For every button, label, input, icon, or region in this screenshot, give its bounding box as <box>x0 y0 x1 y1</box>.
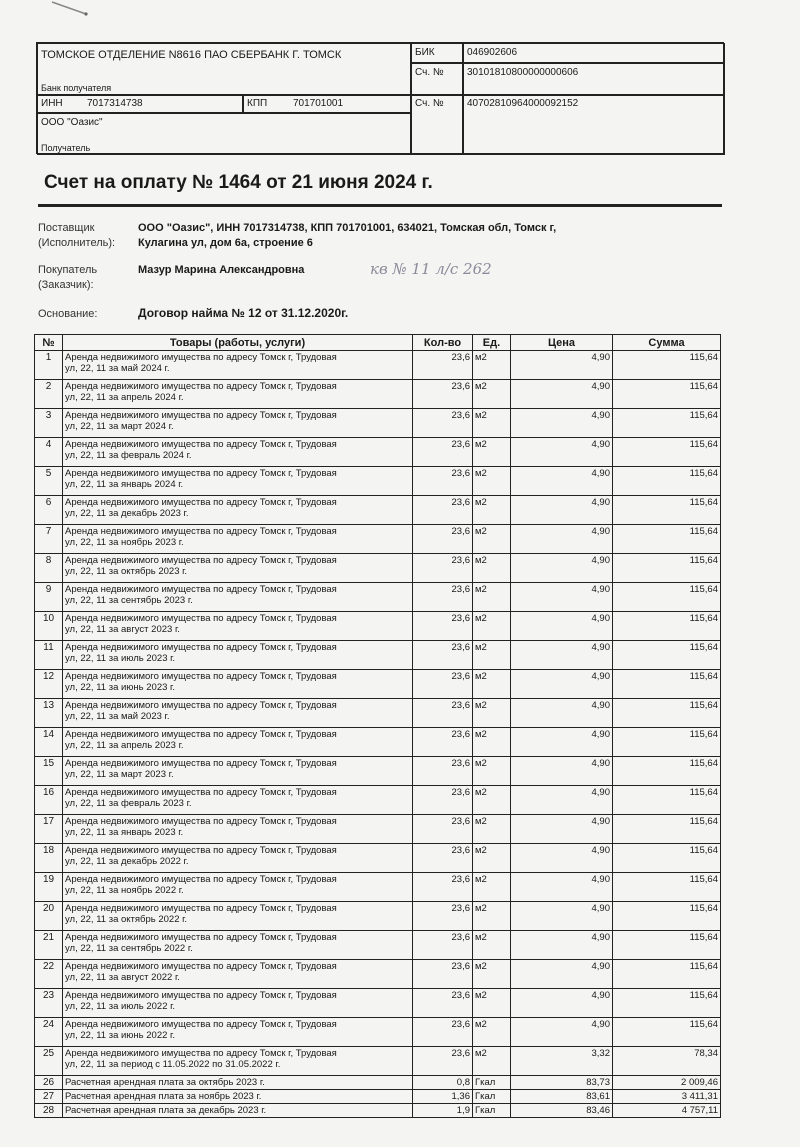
row-quantity: 23,6 <box>413 902 473 931</box>
row-quantity: 23,6 <box>413 351 473 380</box>
bik-value: 046902606 <box>467 47 518 58</box>
table-row <box>35 438 721 467</box>
row-sum: 115,64 <box>613 670 721 699</box>
row-sum: 115,64 <box>613 583 721 612</box>
row-unit: м2 <box>473 670 511 699</box>
row-quantity: 23,6 <box>413 757 473 786</box>
buyer-label-line2: (Заказчик): <box>38 279 94 291</box>
row-price: 4,90 <box>511 554 613 583</box>
row-unit: м2 <box>473 583 511 612</box>
row-description <box>63 989 413 1018</box>
row-number: 24 <box>35 1018 63 1047</box>
row-unit: м2 <box>473 409 511 438</box>
row-description <box>63 438 413 467</box>
row-description-line2: ул, 22, 11 за май 2024 г. <box>65 363 170 374</box>
row-description <box>63 1047 413 1076</box>
row-description <box>63 786 413 815</box>
row-quantity: 23,6 <box>413 699 473 728</box>
row-number: 18 <box>35 844 63 873</box>
row-quantity: 23,6 <box>413 960 473 989</box>
row-number: 10 <box>35 612 63 641</box>
row-number: 28 <box>35 1104 63 1118</box>
row-price: 4,90 <box>511 902 613 931</box>
row-unit: м2 <box>473 931 511 960</box>
table-row <box>35 1104 721 1118</box>
corr-account-label: Сч. № <box>415 67 444 78</box>
account-label: Сч. № <box>415 98 444 109</box>
row-description-line2: ул, 22, 11 за февраль 2023 г. <box>65 798 192 809</box>
row-quantity: 23,6 <box>413 496 473 525</box>
row-unit: м2 <box>473 728 511 757</box>
row-description <box>63 815 413 844</box>
row-unit: Гкал <box>473 1104 511 1118</box>
basis-value: Договор найма № 12 от 31.12.2020г. <box>138 306 349 320</box>
basis-row <box>38 308 97 320</box>
table-row <box>35 1047 721 1076</box>
row-description-line1: Аренда недвижимого имущества по адресу Томск г, Трудовая <box>65 787 337 798</box>
buyer-label-line1: Покупатель <box>38 264 98 276</box>
row-description <box>63 728 413 757</box>
table-row <box>35 612 721 641</box>
row-sum: 115,64 <box>613 612 721 641</box>
row-quantity: 23,6 <box>413 380 473 409</box>
inn-label: ИНН <box>41 98 63 109</box>
row-description-line1: Аренда недвижимого имущества по адресу Томск г, Трудовая <box>65 613 337 624</box>
row-sum: 115,64 <box>613 409 721 438</box>
row-description-line1: Аренда недвижимого имущества по адресу Томск г, Трудовая <box>65 381 337 392</box>
row-number: 26 <box>35 1076 63 1090</box>
row-quantity: 23,6 <box>413 728 473 757</box>
row-description-line2: ул, 22, 11 за январь 2024 г. <box>65 479 184 490</box>
table-row <box>35 960 721 989</box>
row-description: Расчетная арендная плата за декабрь 2023 г. <box>63 1104 413 1118</box>
row-description-line2: ул, 22, 11 за сентябрь 2022 г. <box>65 943 193 954</box>
supplier-label <box>38 222 115 249</box>
supplier-value-line2: Кулагина ул, дом 6а, строение 6 <box>138 237 313 249</box>
row-unit: м2 <box>473 1047 511 1076</box>
row-price: 4,90 <box>511 380 613 409</box>
row-price: 4,90 <box>511 1018 613 1047</box>
row-description <box>63 641 413 670</box>
row-unit: м2 <box>473 699 511 728</box>
row-description: Расчетная арендная плата за ноябрь 2023 г. <box>63 1090 413 1104</box>
row-number: 5 <box>35 467 63 496</box>
row-sum: 4 757,11 <box>613 1104 721 1118</box>
row-price: 4,90 <box>511 409 613 438</box>
table-row <box>35 989 721 1018</box>
row-unit: м2 <box>473 467 511 496</box>
row-description-line1: Аренда недвижимого имущества по адресу Томск г, Трудовая <box>65 903 337 914</box>
row-number: 19 <box>35 873 63 902</box>
row-description-line1: Аренда недвижимого имущества по адресу Томск г, Трудовая <box>65 729 337 740</box>
row-description <box>63 554 413 583</box>
row-unit: м2 <box>473 989 511 1018</box>
table-row <box>35 670 721 699</box>
row-number: 9 <box>35 583 63 612</box>
row-price: 4,90 <box>511 728 613 757</box>
header-sum: Сумма <box>613 335 721 351</box>
row-description <box>63 931 413 960</box>
table-row <box>35 815 721 844</box>
account-value: 40702810964000092152 <box>467 98 579 109</box>
row-price: 4,90 <box>511 786 613 815</box>
row-number: 12 <box>35 670 63 699</box>
row-number: 20 <box>35 902 63 931</box>
row-description-line1: Аренда недвижимого имущества по адресу Томск г, Трудовая <box>65 410 337 421</box>
row-number: 1 <box>35 351 63 380</box>
row-sum: 3 411,31 <box>613 1090 721 1104</box>
buyer-value <box>138 264 304 276</box>
row-sum: 115,64 <box>613 757 721 786</box>
header-name: Товары (работы, услуги) <box>63 335 413 351</box>
row-description-line2: ул, 22, 11 за июль 2023 г. <box>65 653 176 664</box>
row-quantity: 23,6 <box>413 873 473 902</box>
row-unit: м2 <box>473 844 511 873</box>
row-description <box>63 496 413 525</box>
row-sum: 115,64 <box>613 960 721 989</box>
table-row <box>35 699 721 728</box>
row-sum: 115,64 <box>613 496 721 525</box>
table-row <box>35 380 721 409</box>
row-description-line2: ул, 22, 11 за октябрь 2023 г. <box>65 566 188 577</box>
row-sum: 115,64 <box>613 873 721 902</box>
row-description-line1: Аренда недвижимого имущества по адресу Томск г, Трудовая <box>65 468 337 479</box>
row-description-line1: Аренда недвижимого имущества по адресу Томск г, Трудовая <box>65 497 337 508</box>
row-sum: 78,34 <box>613 1047 721 1076</box>
row-description-line2: ул, 22, 11 за октябрь 2022 г. <box>65 914 188 925</box>
row-quantity: 23,6 <box>413 815 473 844</box>
row-quantity: 23,6 <box>413 583 473 612</box>
row-unit: м2 <box>473 641 511 670</box>
row-description-line2: ул, 22, 11 за ноябрь 2022 г. <box>65 885 184 896</box>
row-price: 4,90 <box>511 438 613 467</box>
recipient-name: ООО "Оазис" <box>41 117 103 128</box>
row-description-line1: Аренда недвижимого имущества по адресу Томск г, Трудовая <box>65 642 337 653</box>
row-unit: м2 <box>473 438 511 467</box>
title-divider <box>38 204 722 207</box>
row-description-line2: ул, 22, 11 за ноябрь 2023 г. <box>65 537 184 548</box>
row-price: 4,90 <box>511 815 613 844</box>
table-header-row <box>35 335 721 351</box>
row-description-line2: ул, 22, 11 за декабрь 2022 г. <box>65 856 189 867</box>
basis-label: Основание: <box>38 308 98 320</box>
header-unit: Ед. <box>473 335 511 351</box>
row-description-line1: Аренда недвижимого имущества по адресу Томск г, Трудовая <box>65 584 337 595</box>
row-price: 4,90 <box>511 873 613 902</box>
table-row <box>35 554 721 583</box>
row-number: 16 <box>35 786 63 815</box>
row-number: 23 <box>35 989 63 1018</box>
row-price: 4,90 <box>511 670 613 699</box>
row-quantity: 23,6 <box>413 786 473 815</box>
row-unit: м2 <box>473 380 511 409</box>
row-description <box>63 1018 413 1047</box>
recipient-label: Получатель <box>41 143 91 153</box>
row-quantity: 1,9 <box>413 1104 473 1118</box>
row-price: 4,90 <box>511 641 613 670</box>
supplier-label-line1: Поставщик <box>38 222 95 234</box>
corr-account-value: 30101810800000000606 <box>467 67 579 78</box>
row-price: 4,90 <box>511 612 613 641</box>
supplier-label-line2: (Исполнитель): <box>38 237 116 249</box>
row-quantity: 23,6 <box>413 931 473 960</box>
row-number: 4 <box>35 438 63 467</box>
row-description <box>63 525 413 554</box>
row-description-line2: ул, 22, 11 за июнь 2023 г. <box>65 682 175 693</box>
table-row <box>35 1090 721 1104</box>
row-price: 4,90 <box>511 496 613 525</box>
row-unit: м2 <box>473 612 511 641</box>
row-description-line1: Аренда недвижимого имущества по адресу Томск г, Трудовая <box>65 874 337 885</box>
row-description <box>63 670 413 699</box>
table-row <box>35 902 721 931</box>
kpp-value: 701701001 <box>293 98 344 109</box>
row-number: 15 <box>35 757 63 786</box>
row-sum: 115,64 <box>613 467 721 496</box>
supplier-value-line1: ООО "Оазис", ИНН 7017314738, КПП 701701001, 634021, Томская обл, Томск г, <box>138 222 557 234</box>
row-description-line1: Аренда недвижимого имущества по адресу Томск г, Трудовая <box>65 1019 337 1030</box>
handwritten-note: кв № 11 л/с 262 <box>370 260 492 278</box>
row-unit: м2 <box>473 873 511 902</box>
row-description-line2: ул, 22, 11 за март 2023 г. <box>65 769 174 780</box>
row-price: 4,90 <box>511 525 613 554</box>
row-sum: 115,64 <box>613 641 721 670</box>
row-quantity: 23,6 <box>413 844 473 873</box>
row-sum: 115,64 <box>613 438 721 467</box>
row-price: 4,90 <box>511 844 613 873</box>
row-number: 17 <box>35 815 63 844</box>
row-quantity: 23,6 <box>413 467 473 496</box>
row-description-line2: ул, 22, 11 за декабрь 2023 г. <box>65 508 189 519</box>
basis-value-wrap <box>138 306 348 320</box>
row-description-line2: ул, 22, 11 за июль 2022 г. <box>65 1001 176 1012</box>
row-sum: 115,64 <box>613 351 721 380</box>
table-row <box>35 844 721 873</box>
row-sum: 115,64 <box>613 931 721 960</box>
row-description-line1: Аренда недвижимого имущества по адресу Томск г, Трудовая <box>65 758 337 769</box>
header-num: № <box>35 335 63 351</box>
row-price: 4,90 <box>511 583 613 612</box>
supplier-value <box>138 222 556 249</box>
table-row <box>35 583 721 612</box>
row-description-line1: Аренда недвижимого имущества по адресу Томск г, Трудовая <box>65 352 337 363</box>
row-description-line1: Аренда недвижимого имущества по адресу Томск г, Трудовая <box>65 816 337 827</box>
header-price: Цена <box>511 335 613 351</box>
row-unit: м2 <box>473 554 511 583</box>
row-unit: м2 <box>473 757 511 786</box>
row-description <box>63 612 413 641</box>
row-description-line2: ул, 22, 11 за январь 2023 г. <box>65 827 184 838</box>
kpp-label: КПП <box>247 98 268 109</box>
row-sum: 115,64 <box>613 815 721 844</box>
row-description-line2: ул, 22, 11 за август 2023 г. <box>65 624 180 635</box>
row-quantity: 23,6 <box>413 438 473 467</box>
row-description <box>63 960 413 989</box>
table-row <box>35 409 721 438</box>
row-description-line2: ул, 22, 11 за период с 11.05.2022 по 31.05.2022 г. <box>65 1059 281 1070</box>
bank-label: Банк получателя <box>41 83 112 93</box>
row-number: 27 <box>35 1090 63 1104</box>
row-sum: 115,64 <box>613 989 721 1018</box>
row-number: 21 <box>35 931 63 960</box>
row-price: 83,61 <box>511 1090 613 1104</box>
row-quantity: 23,6 <box>413 612 473 641</box>
bank-details-block <box>36 42 724 154</box>
row-price: 4,90 <box>511 989 613 1018</box>
row-sum: 115,64 <box>613 525 721 554</box>
table-row <box>35 728 721 757</box>
row-sum: 115,64 <box>613 1018 721 1047</box>
row-description-line2: ул, 22, 11 за август 2022 г. <box>65 972 180 983</box>
buyer-name: Мазур Марина Александровна <box>138 264 305 276</box>
row-description-line1: Аренда недвижимого имущества по адресу Томск г, Трудовая <box>65 671 337 682</box>
row-description-line1: Аренда недвижимого имущества по адресу Томск г, Трудовая <box>65 526 337 537</box>
row-sum: 2 009,46 <box>613 1076 721 1090</box>
row-description <box>63 409 413 438</box>
row-price: 4,90 <box>511 699 613 728</box>
row-number: 3 <box>35 409 63 438</box>
row-unit: м2 <box>473 496 511 525</box>
row-quantity: 23,6 <box>413 641 473 670</box>
bik-label: БИК <box>415 47 435 58</box>
row-description <box>63 351 413 380</box>
row-price: 4,90 <box>511 757 613 786</box>
table-row <box>35 757 721 786</box>
row-description-line1: Аренда недвижимого имущества по адресу Томск г, Трудовая <box>65 1048 337 1059</box>
staple-mark-icon <box>50 0 90 16</box>
row-unit: м2 <box>473 525 511 554</box>
row-description: Расчетная арендная плата за октябрь 2023 г. <box>63 1076 413 1090</box>
table-row <box>35 1018 721 1047</box>
row-number: 22 <box>35 960 63 989</box>
row-sum: 115,64 <box>613 786 721 815</box>
row-description-line2: ул, 22, 11 за февраль 2024 г. <box>65 450 192 461</box>
row-quantity: 23,6 <box>413 409 473 438</box>
row-price: 4,90 <box>511 931 613 960</box>
row-description-line2: ул, 22, 11 за сентябрь 2023 г. <box>65 595 193 606</box>
inn-value: 7017314738 <box>87 98 143 109</box>
row-description <box>63 467 413 496</box>
row-sum: 115,64 <box>613 554 721 583</box>
row-number: 11 <box>35 641 63 670</box>
row-quantity: 23,6 <box>413 670 473 699</box>
row-unit: м2 <box>473 351 511 380</box>
row-unit: Гкал <box>473 1076 511 1090</box>
row-sum: 115,64 <box>613 728 721 757</box>
table-row <box>35 496 721 525</box>
row-description-line1: Аренда недвижимого имущества по адресу Томск г, Трудовая <box>65 439 337 450</box>
row-unit: Гкал <box>473 1090 511 1104</box>
row-description <box>63 699 413 728</box>
table-row <box>35 467 721 496</box>
row-number: 7 <box>35 525 63 554</box>
row-number: 25 <box>35 1047 63 1076</box>
row-sum: 115,64 <box>613 902 721 931</box>
row-price: 3,32 <box>511 1047 613 1076</box>
row-sum: 115,64 <box>613 380 721 409</box>
row-quantity: 23,6 <box>413 989 473 1018</box>
row-description-line1: Аренда недвижимого имущества по адресу Томск г, Трудовая <box>65 700 337 711</box>
header-qty: Кол-во <box>413 335 473 351</box>
table-row <box>35 931 721 960</box>
table-row <box>35 786 721 815</box>
row-description-line2: ул, 22, 11 за апрель 2024 г. <box>65 392 184 403</box>
row-price: 4,90 <box>511 467 613 496</box>
row-quantity: 23,6 <box>413 1047 473 1076</box>
row-unit: м2 <box>473 1018 511 1047</box>
row-description <box>63 757 413 786</box>
row-description-line2: ул, 22, 11 за март 2024 г. <box>65 421 174 432</box>
row-quantity: 23,6 <box>413 554 473 583</box>
row-number: 13 <box>35 699 63 728</box>
row-number: 6 <box>35 496 63 525</box>
row-description <box>63 380 413 409</box>
row-quantity: 0,8 <box>413 1076 473 1090</box>
row-unit: м2 <box>473 960 511 989</box>
row-quantity: 1,36 <box>413 1090 473 1104</box>
row-unit: м2 <box>473 786 511 815</box>
row-description-line2: ул, 22, 11 за июнь 2022 г. <box>65 1030 175 1041</box>
row-description-line1: Аренда недвижимого имущества по адресу Томск г, Трудовая <box>65 845 337 856</box>
table-row <box>35 351 721 380</box>
row-description-line1: Аренда недвижимого имущества по адресу Томск г, Трудовая <box>65 961 337 972</box>
table-row <box>35 525 721 554</box>
table-row <box>35 873 721 902</box>
row-description-line2: ул, 22, 11 за май 2023 г. <box>65 711 170 722</box>
row-number: 2 <box>35 380 63 409</box>
buyer-label <box>38 264 97 291</box>
row-sum: 115,64 <box>613 844 721 873</box>
row-price: 4,90 <box>511 960 613 989</box>
invoice-title: Счет на оплату № 1464 от 21 июня 2024 г. <box>44 172 433 193</box>
table-row <box>35 1076 721 1090</box>
row-description-line1: Аренда недвижимого имущества по адресу Томск г, Трудовая <box>65 990 337 1001</box>
row-sum: 115,64 <box>613 699 721 728</box>
row-price: 4,90 <box>511 351 613 380</box>
row-number: 14 <box>35 728 63 757</box>
items-table <box>34 334 721 1118</box>
row-description <box>63 844 413 873</box>
row-price: 83,73 <box>511 1076 613 1090</box>
row-description <box>63 583 413 612</box>
bank-name: ТОМСКОЕ ОТДЕЛЕНИЕ N8616 ПАО СБЕРБАНК Г. ТОМСК <box>41 49 342 61</box>
row-description-line1: Аренда недвижимого имущества по адресу Томск г, Трудовая <box>65 932 337 943</box>
row-description-line2: ул, 22, 11 за апрель 2023 г. <box>65 740 184 751</box>
row-price: 83,46 <box>511 1104 613 1118</box>
table-row <box>35 641 721 670</box>
row-unit: м2 <box>473 815 511 844</box>
row-description <box>63 873 413 902</box>
row-description-line1: Аренда недвижимого имущества по адресу Томск г, Трудовая <box>65 555 337 566</box>
row-unit: м2 <box>473 902 511 931</box>
row-quantity: 23,6 <box>413 1018 473 1047</box>
row-number: 8 <box>35 554 63 583</box>
row-description <box>63 902 413 931</box>
row-quantity: 23,6 <box>413 525 473 554</box>
